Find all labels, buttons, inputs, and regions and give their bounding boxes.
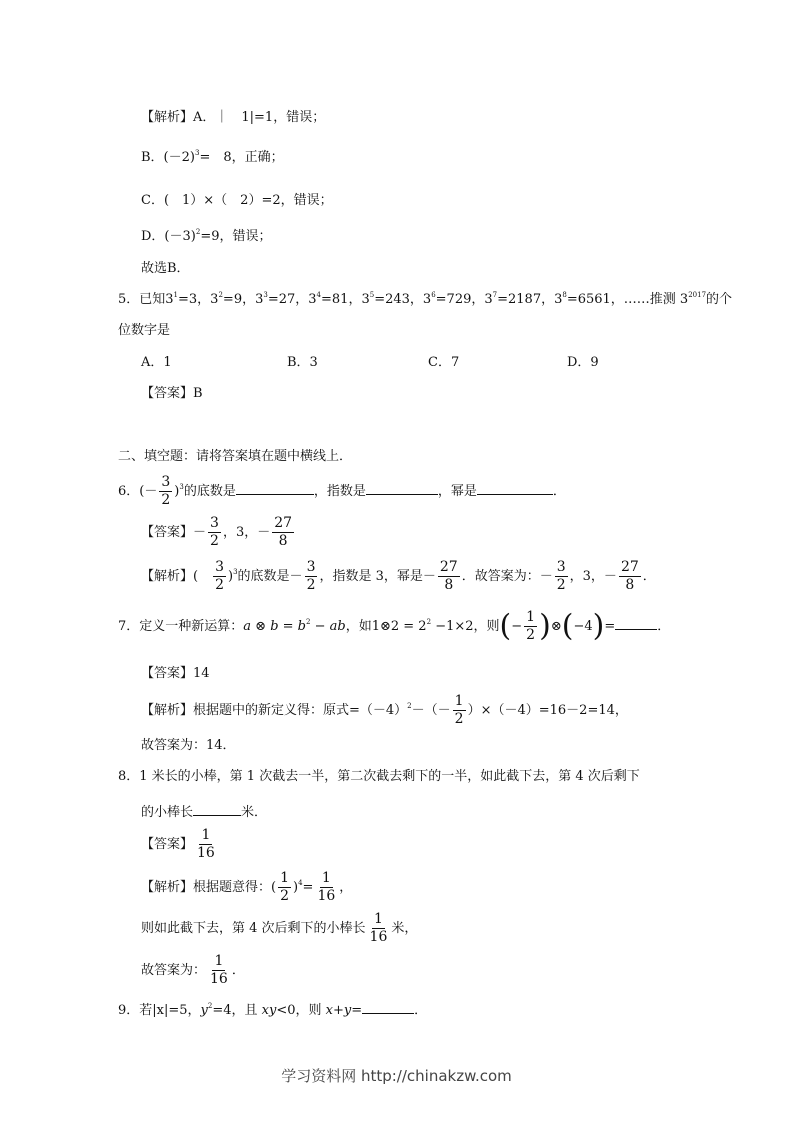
analysis-8: 【解析】根据题意得：( $\frac{1}{2}$ )$^4$= $\frac{1}{16}$ ， — [141, 870, 353, 904]
analysis-6: 【解析】( $\frac{3}{2}$ )$^3$的底数是－ $\frac{3}{2}$ ，指数是 3，幂是－ $\frac{27}{8}$ ．故答案为：－ $\frac{3}{2}$ ，3，－ $\frac{27}{8}$ ． — [141, 559, 656, 593]
fraction: $\frac{1}{2}$ — [526, 609, 536, 643]
answer-5: 【答案】B — [141, 386, 203, 401]
answer-7: 【答案】14 — [141, 666, 210, 681]
question-9: 9．若|x|=5，$y^2=4$，且 xy<0，则 x+y= ． — [118, 1002, 428, 1018]
analysis-b: B．$(-2)^3=$ 8，正确； — [141, 149, 284, 165]
blank-4[interactable] — [615, 617, 657, 630]
question-8: 8．1 米长的小棒，第 1 次截去一半，第二次截去剩下的一半，如此截下去，第 4 次后剩下 — [118, 769, 640, 784]
fraction: $\frac{3}{2}$ — [556, 559, 566, 593]
question-7: 7．定义一种新运算：a ⊗ $b = b^2$ − ab，如1⊗2 = $2^2 -1\times 2$，则(− $\frac{1}{2}$ )⊗(−4)= ． — [118, 608, 671, 644]
fraction: $\frac{27}{8}$ — [274, 515, 293, 549]
blank-2[interactable] — [366, 482, 438, 495]
analysis-a: 【解析】A．｜ 1|=1，错误； — [141, 110, 326, 125]
analysis-c: C．( 1）×（ 2）=2，错误； — [141, 193, 333, 208]
fraction: $\frac{1}{16}$ — [197, 827, 215, 861]
fraction: $\frac{3}{2}$ — [306, 559, 316, 593]
analysis-7: 【解析】根据题中的新定义得：原式$=(-4)^2-(-$ $\frac{1}{2}$ ）×（－4）=16－2=14， — [141, 693, 628, 727]
analysis-8-line3: 故答案为： $\frac{1}{16}$ ． — [141, 953, 245, 987]
fraction: $\frac{3}{2}$ — [210, 515, 219, 549]
question-8-line2: 的小棒长 米． — [141, 805, 268, 820]
option-c: C．7 — [428, 355, 460, 370]
footer-watermark[interactable]: 学习资料网 http://chinakzw.com — [281, 1067, 512, 1085]
fraction: $\frac{27}{8}$ — [439, 559, 458, 593]
question-5-line2: 位数字是 — [118, 323, 171, 338]
analysis-8-line2: 则如此截下去，第 4 次后剩下的小棒长 $\frac{1}{16}$ 米， — [141, 911, 418, 945]
option-b: B．3 — [287, 355, 318, 370]
blank-3[interactable] — [477, 482, 553, 495]
fraction: $\frac{1}{16}$ — [317, 870, 336, 904]
fraction: $\frac{3}{2}$ — [161, 474, 171, 508]
question-6: 6．(－ $\frac{3}{2}$ )$^3$的底数是 ，指数是 ，幂是 ． — [118, 474, 566, 508]
blank-5[interactable] — [193, 803, 241, 816]
section-2-heading: 二、填空题：请将答案填在题中横线上． — [118, 449, 353, 464]
fraction: $\frac{27}{8}$ — [620, 559, 639, 593]
blank-6[interactable] — [362, 1001, 414, 1014]
fraction: $\frac{1}{16}$ — [369, 911, 388, 945]
answer-6: 【答案】－ $\frac{3}{2}$ ，3，－ $\frac{27}{8}$ — [141, 515, 293, 549]
fraction: $\frac{1}{2}$ — [454, 693, 464, 727]
fraction: $\frac{1}{16}$ — [210, 953, 228, 987]
option-d: D．9 — [567, 355, 599, 370]
fraction: $\frac{1}{2}$ — [280, 870, 289, 904]
analysis-7-line2: 故答案为：14． — [141, 738, 236, 753]
analysis-d: D．$(-3)^2=9$，错误； — [141, 228, 272, 244]
choose-b: 故选B． — [141, 261, 190, 276]
blank-1[interactable] — [236, 482, 314, 495]
fraction: $\frac{3}{2}$ — [215, 559, 224, 593]
question-5: 5．已知$3^1=3$，$3^2=9$，$3^3=27$，$3^4=81$，$3^5=243$，$3^6=729$，$3^7=2187$，$3^8=6561$，……推测 $3^{2017}$的个 — [118, 291, 733, 307]
answer-8: 【答案】 $\frac{1}{16}$ — [141, 827, 215, 861]
option-a: A．1 — [141, 355, 172, 370]
